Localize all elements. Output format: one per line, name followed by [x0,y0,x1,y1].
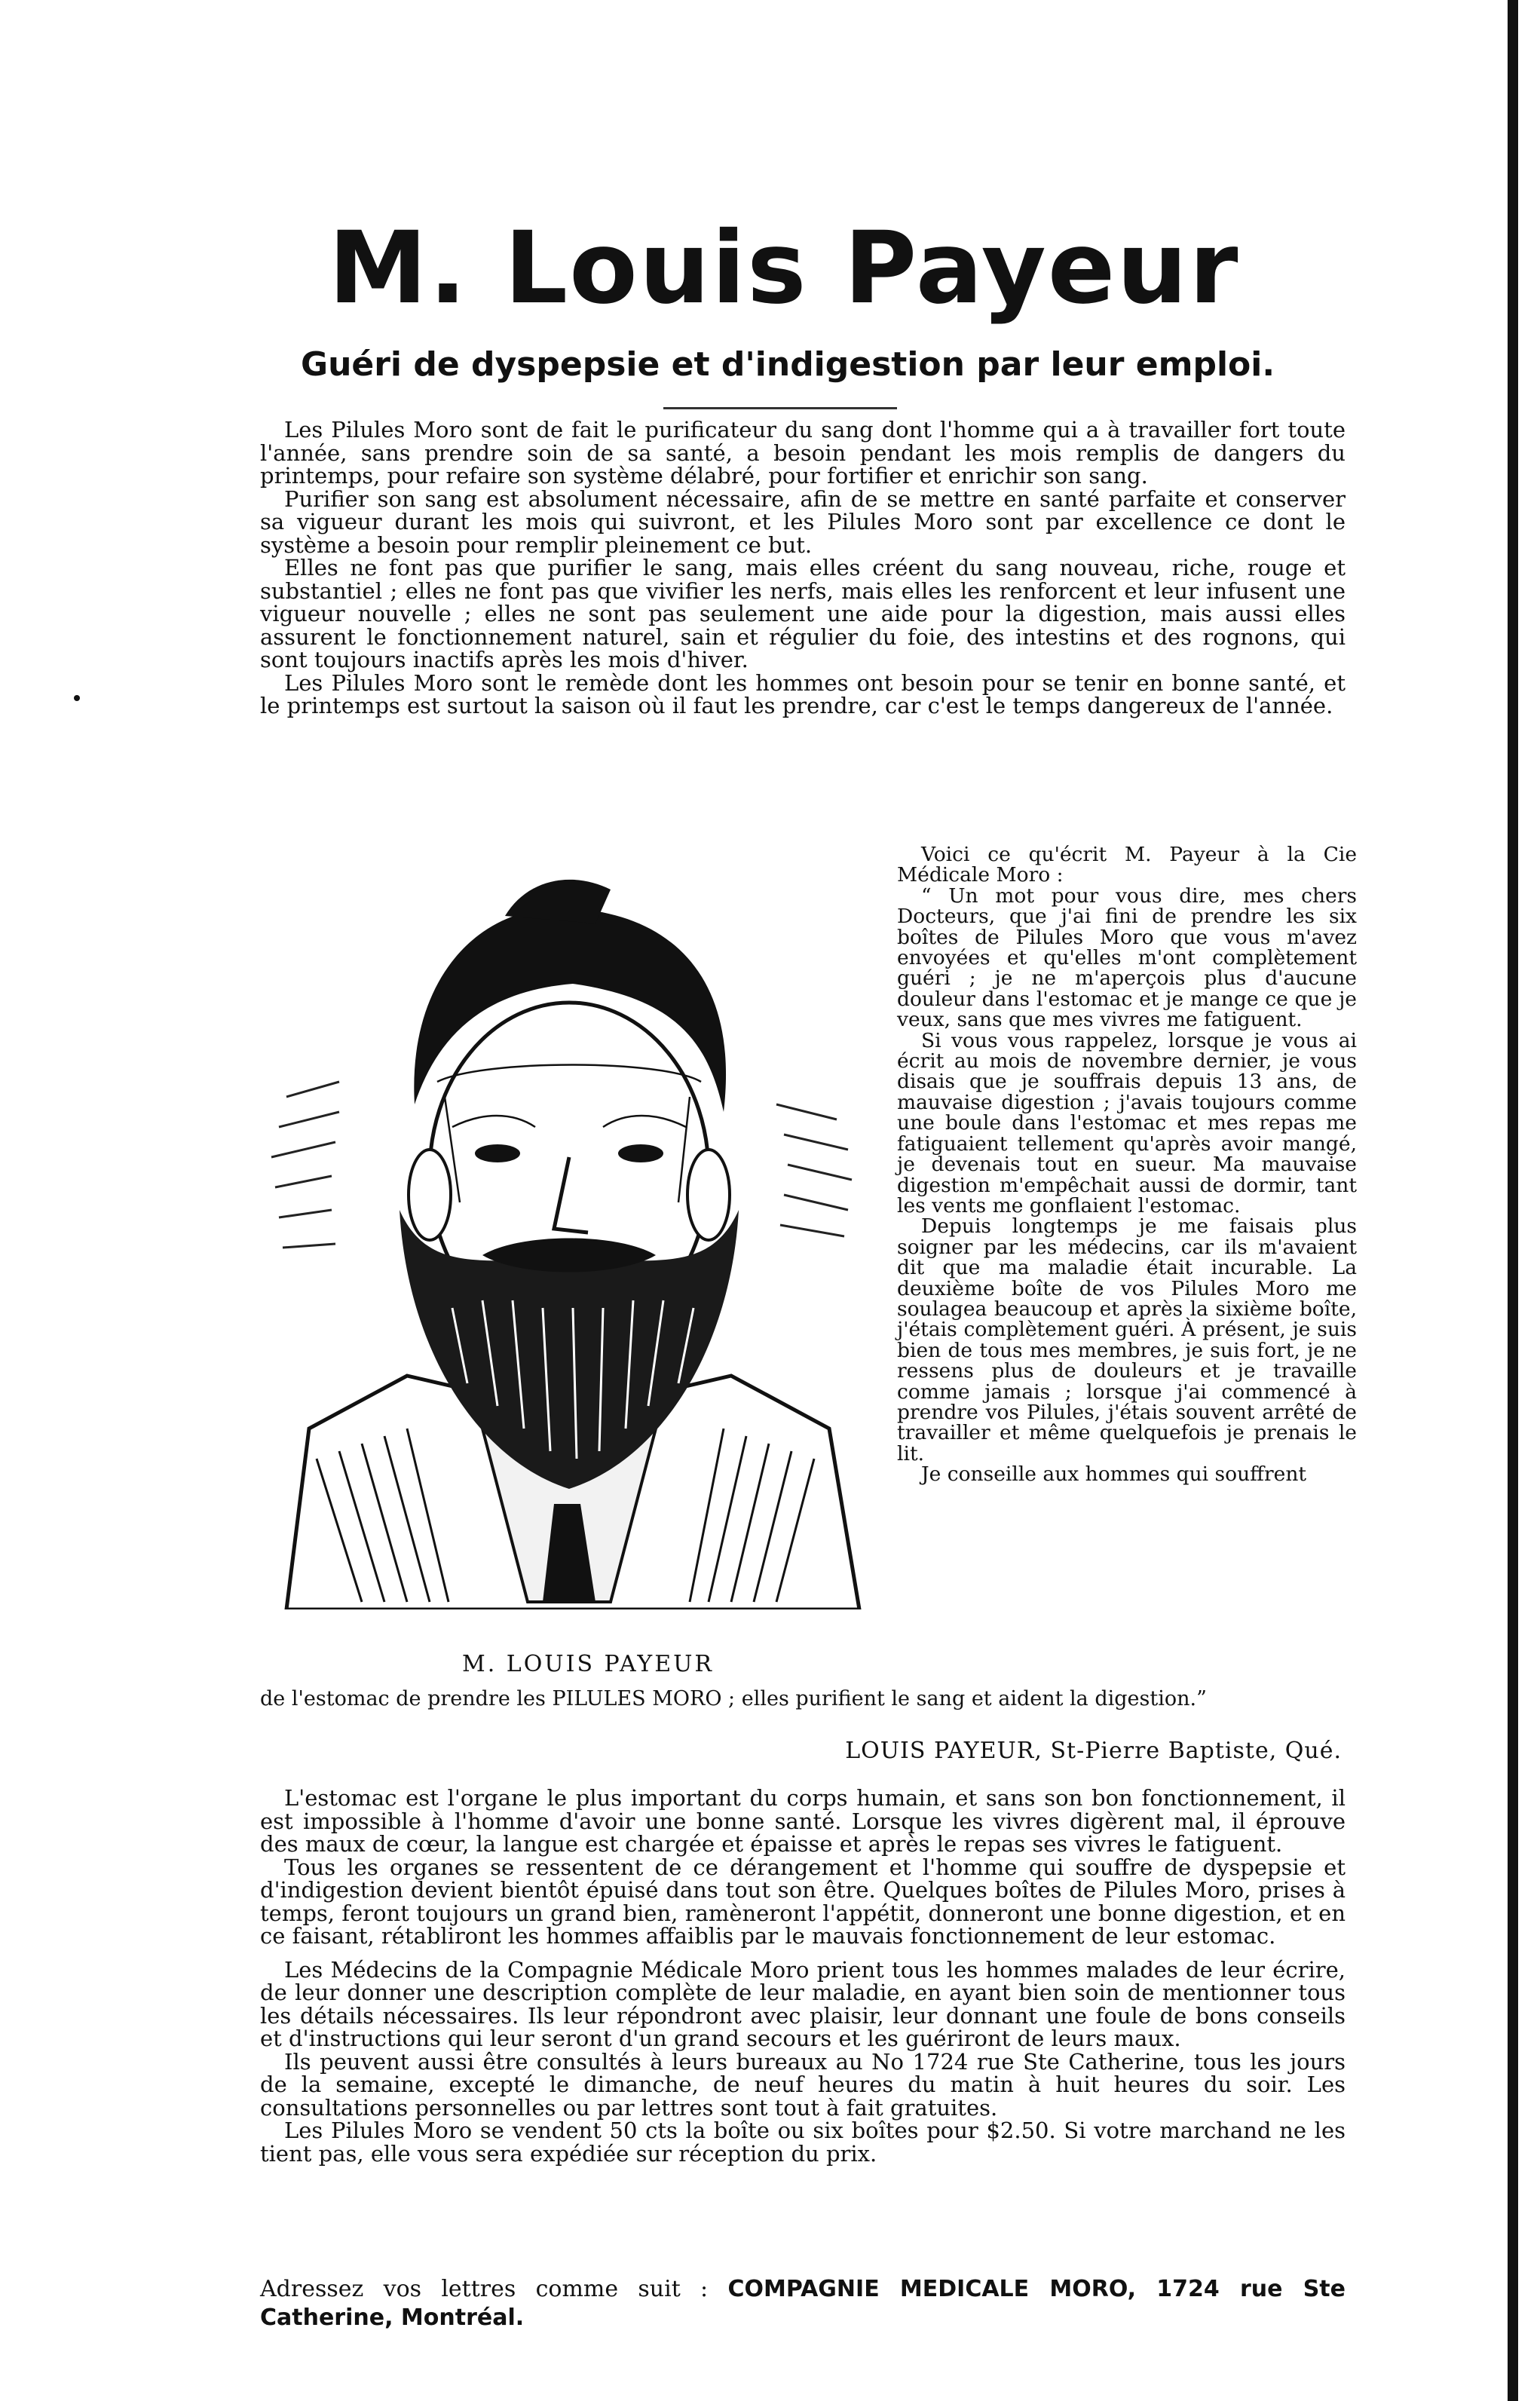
portrait-illustration [256,856,882,1609]
letter-paragraph: Depuis longtemps je me faisais plus soigner par les médecins, car ils m'avaient dit que ma maladie était incurable. La deuxième boîte de vos Pilules Moro me soulagea beaucoup et après la sixième boîte, j'étais complètement guéri. À présent, je suis bien de tous mes membres, je suis fort, je ne ressens plus de douleurs et je travaille comme jamais ; lorsque j'ai commencé à prendre vos Pilules, j'étais souvent arrêté de travailler et même quelquefois je prenais le lit. [897,1214,1357,1465]
company-address: COMPAGNIE MEDICALE MORO, 1724 rue Ste Catherine, Montréal. [260,2276,1346,2331]
outro-paragraph: Les Pilules Moro se vendent 50 cts la boîte ou six boîtes pour $2.50. Si votre marchand ne les tient pas, elle vous sera expédiée sur réception du prix. [260,2118,1346,2167]
intro-paragraph: Purifier son sang est absolument nécessaire, afin de se mettre en santé parfaite et conserver sa vigueur durant les mois qui suivront, et les Pilules Moro sont par excellence ce dont le système a besoin pour remplir pleinement ce but. [260,485,1346,558]
intro-text [260,418,1346,718]
letter-paragraph: Je conseille aux hommes qui souffrent [921,1462,1307,1487]
letter-signature: LOUIS PAYEUR, St-Pierre Baptiste, Qué. [845,1738,1342,1764]
print-speck [74,695,80,701]
outro-paragraph: L'estomac est l'organe le plus important du corps humain, et sans son bon fonctionnement, il est impossible à l'homme d'avoir une bonne santé. Lorsque les vivres digèrent mal, il éprouve des maux de cœur, la langue est chargée et épaisse et après le repas ses vivres le fatiguent. [260,1785,1346,1857]
mailing-address [260,2275,1346,2332]
letter-intro: Voici ce qu'écrit M. Payeur à la Cie Médicale Moro : [897,843,1357,887]
letter-paragraph: “ Un mot pour vous dire, mes chers Docteurs, que j'ai fini de prendre les six boîtes de Pilules Moro que vous m'avez envoyées et qu'elles m'ont complètement guéri ; je ne m'aperçois plus d'aucune douleur dans l'estomac et je mange ce que je veux, sans que mes vivres me fatiguent. [897,884,1357,1032]
page-subtitle: Guéri de dyspepsie et d'indigestion par leur emploi. [300,345,1275,384]
page-title: M. Louis Payeur [328,210,1240,326]
testimonial-letter [897,844,1357,1485]
outro-paragraph: Tous les organes se ressentent de ce dérangement et l'homme qui souffre de dyspepsie et d'indigestion devient bientôt épuisé dans tout son être. Quelques boîtes de Pilules Moro, prises à temps, feront toujours un grand bien, ramèneront l'appétit, donneront une bonne digestion, et en ce faisant, rétabliront les hommes affaiblis par le mauvais fonctionnement de leur estomac. [260,1854,1346,1949]
letter-paragraph: Si vous vous rappelez, lorsque je vous ai écrit au mois de novembre dernier, je vous disais que je souffrais depuis 13 ans, de mauvaise digestion ; j'avais toujours comme une boule dans l'estomac et mes repas me fatiguaient tellement qu'après avoir mangé, je devenais tout en sueur. Ma mauvaise digestion m'empêchait aussi de dormir, tant les vents me gonflaient l'estomac. [897,1028,1357,1217]
portrait-caption: M. LOUIS PAYEUR [462,1651,714,1677]
intro-paragraph: Elles ne font pas que purifier le sang, mais elles créent du sang nouveau, riche, rouge et substantiel ; elles ne font pas que vivifier les nerfs, mais elles les renforcent et leur infusent une vigueur nouvelle ; elles ne sont pas seulement une aide pour la digestion, mais aussi elles assurent le fonctionnement naturel, sain et régulier du foie, des intestins et des rognons, qui sont toujours inactifs après les mois d'hiver. [260,555,1346,672]
outro-text [260,1787,1346,2165]
title-rule [663,407,897,409]
letter-continuation: de l'estomac de prendre les PILULES MORO ; elles purifient le sang et aident la digestion.” [260,1687,1207,1710]
outro-paragraph: Les Médecins de la Compagnie Médicale Moro prient tous les hommes malades de leur écrire, de leur donner une description complète de leur maladie, en ayant bien soin de mentionner tous les détails nécessaires. Ils leur répondront avec plaisir, leur donnant une foule de bons conseils et d'instructions qui leur seront d'un grand secours et les guériront de leurs maux. [260,1956,1346,2051]
intro-paragraph: Les Pilules Moro sont de fait le purificateur du sang dont l'homme qui a à travailler fort toute l'année, sans prendre soin de sa santé, a besoin pendant les mois remplis de dangers du printemps, pour refaire son système délabré, pour fortifier et enrichir son sang. [260,417,1346,488]
page-edge [1508,0,1518,2401]
intro-paragraph: Les Pilules Moro sont le remède dont les hommes ont besoin pour se tenir en bonne santé, et le printemps est surtout la saison où il faut les prendre, car c'est le temps dangereux de l'année. [260,669,1346,718]
outro-paragraph: Ils peuvent aussi être consultés à leurs bureaux au No 1724 rue Ste Catherine, tous les jours de la semaine, excepté le dimanche, de neuf heures du matin à huit heures du soir. Les consultations personnelles ou par lettres sont tout à fait gratuites. [260,2048,1346,2121]
address-prefix: Adressez vos lettres comme suit : [260,2276,709,2302]
